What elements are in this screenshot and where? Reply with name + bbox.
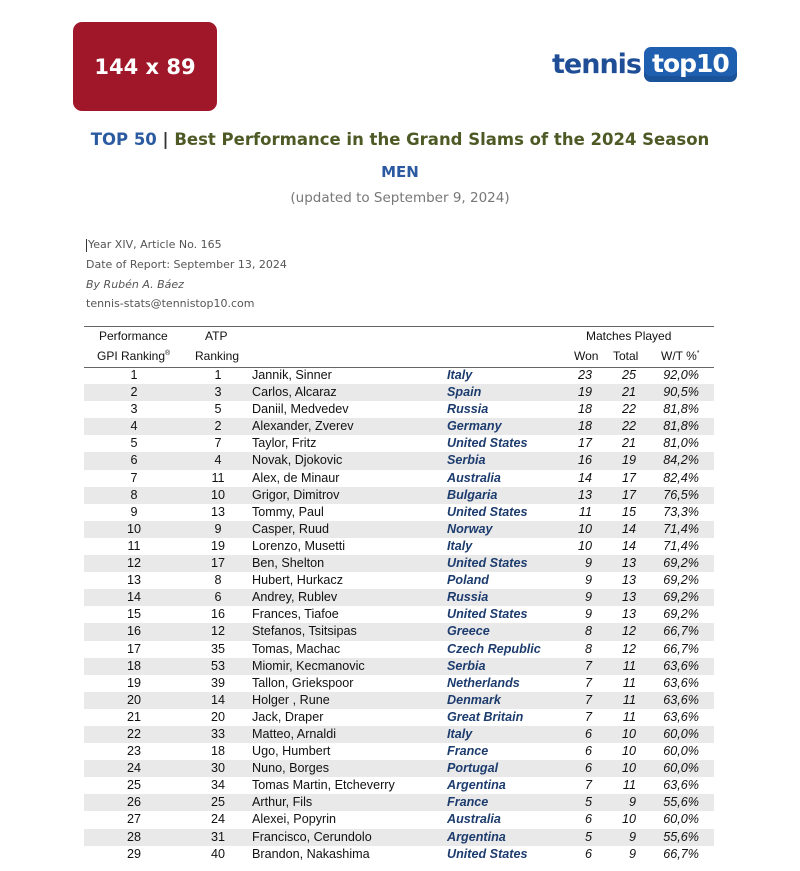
article-number: Year XIV, Article No. 165	[88, 238, 222, 251]
matches-total: 17	[621, 487, 636, 502]
win-percentage: 60,0%	[663, 744, 699, 759]
player-name: Alexei, Popyrin	[252, 812, 336, 827]
gpi-rank: 21	[126, 709, 141, 724]
atp-rank: 8	[214, 573, 222, 588]
logo-text-tennis: tennis	[552, 48, 641, 80]
player-name: Frances, Tiafoe	[252, 607, 339, 622]
player-name: Alexander, Zverev	[252, 419, 354, 434]
title-top50: TOP 50	[90, 130, 157, 149]
matches-won: 9	[584, 607, 592, 622]
country: Serbia	[447, 453, 486, 468]
matches-won: 13	[577, 487, 592, 502]
gpi-rank: 26	[126, 795, 141, 810]
gpi-rank: 13	[126, 573, 141, 588]
country: United States	[447, 846, 528, 861]
country: Argentina	[447, 778, 506, 793]
matches-total: 22	[621, 402, 636, 417]
country: Italy	[447, 538, 473, 553]
gpi-rank: 22	[126, 726, 141, 741]
country: United States	[447, 556, 528, 571]
win-percentage: 90,5%	[663, 385, 699, 400]
player-name: Grigor, Dimitrov	[252, 487, 340, 502]
win-percentage: 55,6%	[663, 829, 699, 844]
matches-won: 14	[577, 470, 592, 485]
matches-total: 15	[621, 504, 636, 519]
win-percentage: 76,5%	[663, 487, 699, 502]
matches-total: 13	[621, 607, 636, 622]
atp-rank: 31	[210, 829, 225, 844]
atp-rank: 17	[210, 556, 225, 571]
country: Serbia	[447, 658, 486, 673]
table-row	[84, 435, 714, 452]
atp-rank: 33	[210, 726, 225, 741]
matches-won: 7	[584, 658, 592, 673]
atp-rank: 6	[214, 590, 222, 605]
matches-total: 13	[621, 590, 636, 605]
atp-rank: 53	[210, 658, 225, 673]
gpi-rank: 17	[126, 641, 141, 656]
matches-total: 14	[621, 521, 636, 536]
matches-total: 14	[621, 538, 636, 553]
atp-rank: 35	[210, 641, 225, 656]
player-name: Jannik, Sinner	[252, 368, 332, 382]
matches-total: 11	[622, 709, 636, 724]
table-row	[84, 726, 714, 743]
contact-email[interactable]: tennis-stats@tennistop10.com	[86, 297, 255, 311]
table-row	[84, 829, 714, 846]
table-row	[84, 846, 714, 863]
player-name: Jack, Draper	[252, 709, 324, 724]
country: Greece	[447, 624, 490, 639]
country: Bulgaria	[447, 487, 498, 502]
win-percentage: 69,2%	[663, 607, 699, 622]
matches-total: 9	[628, 829, 636, 844]
matches-won: 6	[584, 744, 592, 759]
page-subtitle: MEN	[381, 163, 419, 181]
logo-text-top10: top10	[644, 47, 737, 82]
atp-rank: 2	[214, 419, 222, 434]
gpi-rank: 2	[130, 385, 138, 400]
ranking-table-body	[84, 367, 714, 863]
matches-won: 10	[577, 521, 592, 536]
player-name: Ugo, Humbert	[252, 744, 331, 759]
table-row	[84, 606, 714, 623]
win-percentage: 60,0%	[663, 726, 699, 741]
gpi-rank: 29	[126, 846, 141, 861]
gpi-rank: 28	[126, 829, 141, 844]
player-name: Nuno, Borges	[252, 761, 330, 776]
atp-rank: 34	[210, 778, 225, 793]
win-percentage: 92,0%	[663, 368, 699, 382]
header-gpi-line2: GPI Ranking®	[97, 349, 171, 363]
gpi-rank: 4	[130, 419, 138, 434]
matches-total: 19	[621, 453, 636, 468]
country: Russia	[447, 402, 489, 417]
gpi-rank: 6	[130, 453, 138, 468]
matches-won: 5	[584, 795, 592, 810]
country: United States	[447, 607, 528, 622]
win-percentage: 63,6%	[663, 778, 699, 793]
atp-rank: 3	[214, 385, 222, 400]
player-name: Carlos, Alcaraz	[252, 385, 337, 400]
matches-total: 10	[621, 744, 636, 759]
player-name: Tallon, Griekspoor	[252, 675, 354, 690]
player-name: Tomas Martin, Etcheverry	[252, 778, 395, 793]
player-name: Matteo, Arnaldi	[252, 726, 337, 741]
country: Portugal	[447, 761, 499, 776]
matches-won: 6	[584, 812, 592, 827]
header-won: Won	[574, 349, 599, 363]
player-name: Novak, Djokovic	[252, 453, 343, 468]
country: Italy	[447, 726, 473, 741]
atp-rank: 4	[214, 453, 222, 468]
win-percentage: 66,7%	[663, 624, 699, 639]
matches-won: 8	[584, 624, 592, 639]
matches-won: 10	[577, 538, 592, 553]
matches-total: 10	[621, 812, 636, 827]
matches-total: 11	[622, 778, 636, 793]
gpi-rank: 20	[126, 692, 141, 707]
win-percentage: 69,2%	[663, 556, 699, 571]
matches-won: 16	[577, 453, 592, 468]
country: Great Britain	[447, 709, 524, 724]
country: France	[447, 795, 489, 810]
title-separator: |	[162, 130, 169, 149]
win-percentage: 60,0%	[663, 812, 699, 827]
player-name: Andrey, Rublev	[252, 590, 338, 605]
table-row	[84, 743, 714, 760]
table-row	[84, 538, 714, 555]
matches-total: 21	[621, 385, 636, 400]
header-wt-percent: W/T %*	[661, 349, 700, 363]
matches-won: 9	[584, 590, 592, 605]
atp-rank: 30	[210, 761, 225, 776]
player-name: Stefanos, Tsitsipas	[252, 624, 357, 639]
matches-won: 18	[577, 402, 592, 417]
matches-total: 12	[621, 641, 636, 656]
country: Australia	[447, 470, 501, 485]
win-percentage: 63,6%	[663, 709, 699, 724]
page-title	[0, 130, 800, 149]
matches-won: 5	[584, 829, 592, 844]
country: Italy	[447, 368, 473, 382]
table-row	[84, 572, 714, 589]
player-name: Arthur, Fils	[252, 795, 313, 810]
table-row	[84, 760, 714, 777]
matches-won: 9	[584, 556, 592, 571]
win-percentage: 71,4%	[663, 521, 699, 536]
player-name: Alex, de Minaur	[252, 470, 340, 485]
matches-won: 23	[577, 368, 592, 382]
title-main: Best Performance in the Grand Slams of the 2024 Season	[174, 130, 710, 149]
table-row	[84, 384, 714, 401]
win-percentage: 63,6%	[663, 675, 699, 690]
atp-rank: 25	[210, 795, 225, 810]
header-gpi-line1: Performance	[99, 329, 168, 343]
matches-total: 10	[621, 761, 636, 776]
gpi-rank: 9	[130, 504, 138, 519]
table-row	[84, 452, 714, 469]
matches-total: 11	[622, 658, 636, 673]
table-row	[84, 470, 714, 487]
player-name: Tommy, Paul	[252, 504, 324, 519]
win-percentage: 60,0%	[663, 761, 699, 776]
author: By Rubén A. Báez	[86, 277, 184, 291]
size-badge: 144 x 89	[73, 22, 217, 111]
player-name: Lorenzo, Musetti	[252, 538, 346, 553]
matches-total: 22	[621, 419, 636, 434]
gpi-rank: 8	[130, 487, 138, 502]
gpi-rank: 3	[130, 402, 138, 417]
country: Argentina	[447, 829, 506, 844]
player-name: Casper, Ruud	[252, 521, 330, 536]
matches-won: 11	[578, 504, 592, 519]
atp-rank: 20	[210, 709, 225, 724]
player-name: Francisco, Cerundolo	[252, 829, 372, 844]
text-cursor	[86, 239, 87, 252]
country: Netherlands	[447, 675, 520, 690]
table-row	[84, 589, 714, 606]
matches-total: 11	[622, 675, 636, 690]
win-percentage: 69,2%	[663, 573, 699, 588]
header-matches-played: Matches Played	[586, 329, 672, 343]
gpi-rank: 19	[126, 675, 141, 690]
matches-total: 10	[621, 726, 636, 741]
updated-note: (updated to September 9, 2024)	[290, 190, 510, 206]
header-total: Total	[613, 349, 639, 363]
win-percentage: 63,6%	[663, 658, 699, 673]
table-row	[84, 401, 714, 418]
win-percentage: 66,7%	[663, 641, 699, 656]
player-name: Holger , Rune	[252, 692, 330, 707]
player-name: Taylor, Fritz	[252, 436, 317, 451]
matches-total: 9	[628, 846, 636, 861]
gpi-rank: 10	[126, 521, 141, 536]
atp-rank: 9	[214, 521, 222, 536]
atp-rank: 7	[214, 436, 222, 451]
win-percentage: 84,2%	[663, 453, 699, 468]
matches-total: 25	[621, 368, 636, 382]
matches-won: 19	[577, 385, 592, 400]
gpi-rank: 18	[126, 658, 141, 673]
win-percentage: 73,3%	[663, 504, 699, 519]
matches-won: 7	[584, 709, 592, 724]
player-name: Ben, Shelton	[252, 556, 325, 571]
win-percentage: 81,8%	[663, 419, 699, 434]
table-row	[84, 623, 714, 640]
table-row	[84, 367, 714, 384]
gpi-rank: 27	[126, 812, 141, 827]
matches-won: 8	[584, 641, 592, 656]
table-row	[84, 658, 714, 675]
atp-rank: 5	[214, 402, 222, 417]
country: Spain	[447, 385, 482, 400]
matches-won: 6	[584, 726, 592, 741]
gpi-rank: 24	[126, 761, 141, 776]
gpi-rank: 23	[126, 744, 141, 759]
atp-rank: 13	[210, 504, 225, 519]
table-top-border	[84, 326, 714, 327]
atp-rank: 12	[210, 624, 225, 639]
atp-rank: 16	[210, 607, 225, 622]
matches-total: 11	[622, 692, 636, 707]
table-row	[84, 794, 714, 811]
tennistop10-logo	[552, 44, 737, 84]
article-meta	[86, 235, 287, 314]
matches-won: 6	[584, 846, 592, 861]
matches-won: 6	[584, 761, 592, 776]
table-row	[84, 555, 714, 572]
atp-rank: 24	[210, 812, 225, 827]
matches-total: 12	[621, 624, 636, 639]
win-percentage: 69,2%	[663, 590, 699, 605]
gpi-rank: 15	[126, 607, 141, 622]
country: France	[447, 744, 489, 759]
win-percentage: 63,6%	[663, 692, 699, 707]
table-row	[84, 487, 714, 504]
header-atp-line2: Ranking	[195, 349, 240, 363]
table-row	[84, 504, 714, 521]
table-row	[84, 692, 714, 709]
matches-total: 13	[621, 556, 636, 571]
player-name: Brandon, Nakashima	[252, 846, 370, 861]
atp-rank: 14	[210, 692, 225, 707]
matches-won: 7	[584, 675, 592, 690]
gpi-rank: 11	[127, 538, 141, 553]
matches-total: 9	[628, 795, 636, 810]
country: Russia	[447, 590, 489, 605]
gpi-rank: 16	[126, 624, 141, 639]
table-row	[84, 641, 714, 658]
player-name: Hubert, Hurkacz	[252, 573, 343, 588]
matches-won: 7	[584, 692, 592, 707]
matches-total: 13	[621, 573, 636, 588]
win-percentage: 71,4%	[663, 538, 699, 553]
win-percentage: 55,6%	[663, 795, 699, 810]
atp-rank: 39	[210, 675, 225, 690]
player-name: Tomas, Machac	[252, 641, 341, 656]
matches-total: 21	[621, 436, 636, 451]
atp-rank: 19	[210, 538, 225, 553]
matches-won: 9	[584, 573, 592, 588]
report-date: Date of Report: September 13, 2024	[86, 257, 287, 271]
win-percentage: 66,7%	[663, 846, 699, 861]
matches-won: 7	[584, 778, 592, 793]
gpi-rank: 5	[130, 436, 138, 451]
gpi-rank: 12	[126, 556, 141, 571]
table-row	[84, 777, 714, 794]
gpi-rank: 7	[130, 470, 138, 485]
country: Australia	[447, 812, 501, 827]
table-row	[84, 811, 714, 828]
matches-won: 17	[577, 436, 592, 451]
matches-total: 17	[621, 470, 636, 485]
header-atp-line1: ATP	[205, 329, 228, 343]
player-name: Miomir, Kecmanovic	[252, 658, 365, 673]
gpi-rank: 25	[126, 778, 141, 793]
win-percentage: 82,4%	[663, 470, 699, 485]
table-row	[84, 521, 714, 538]
atp-rank: 18	[210, 744, 225, 759]
table-row	[84, 709, 714, 726]
country: Denmark	[447, 692, 501, 707]
table-row	[84, 675, 714, 692]
country: Czech Republic	[447, 641, 541, 656]
country: United States	[447, 504, 528, 519]
atp-rank: 11	[211, 470, 225, 485]
country: Norway	[447, 521, 493, 536]
atp-rank: 40	[210, 846, 225, 861]
player-name: Daniil, Medvedev	[252, 402, 349, 417]
matches-won: 18	[577, 419, 592, 434]
country: Poland	[447, 573, 489, 588]
win-percentage: 81,0%	[663, 436, 699, 451]
gpi-rank: 14	[126, 590, 141, 605]
atp-rank: 10	[210, 487, 225, 502]
win-percentage: 81,8%	[663, 402, 699, 417]
country: Germany	[447, 419, 502, 434]
atp-rank: 1	[214, 368, 222, 382]
gpi-rank: 1	[130, 368, 138, 382]
table-row	[84, 418, 714, 435]
country: United States	[447, 436, 528, 451]
